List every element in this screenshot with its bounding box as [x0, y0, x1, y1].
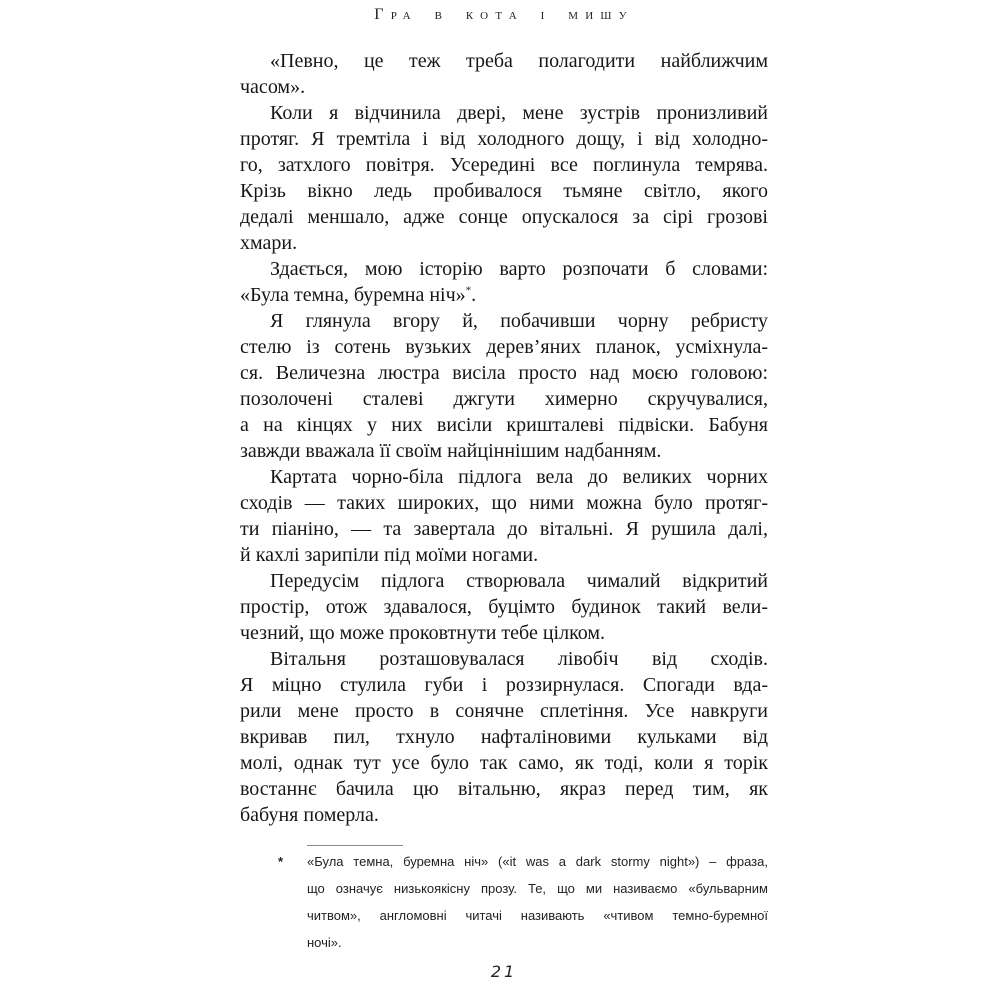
- footnote-line: «Була темна, буремна ніч» («it was a dark stormy night») – фраза,: [307, 854, 768, 869]
- page-number: 21: [490, 962, 518, 981]
- text-line: стелю із сотень вузьких дерев’яних планок, усміхнула-: [240, 336, 768, 358]
- text-line: дедалі меншало, адже сонце опускалося за сірі грозові: [240, 206, 768, 228]
- text-line: хмари.: [240, 232, 298, 254]
- text-line: Крізь вікно ледь пробивалося тьмяне світло, якого: [240, 180, 768, 202]
- text-line: рили мене просто в сонячне сплетіння. Усе навкруги: [240, 700, 768, 722]
- text-line: сходів — таких широких, що ними можна було протяг-: [240, 492, 768, 514]
- text-line: Коли я відчинила двері, мене зустрів пронизливий: [270, 102, 768, 124]
- text-line: ти піаніно, — та завертала до вітальні. Я рушила далі,: [240, 518, 768, 540]
- footnote-reference-asterisk: *: [465, 284, 472, 297]
- running-head: Гра в кота і мишу: [374, 6, 634, 23]
- body-text: [240, 48, 768, 828]
- footnote-marker: *: [278, 854, 284, 869]
- footnote-text: [307, 848, 768, 956]
- text-line: ся. Величезна люстра висіла просто над моєю головою:: [240, 362, 768, 384]
- text-line: «Певно, це теж треба полагодити найближчим: [270, 50, 768, 72]
- text-line: бабуня померла.: [240, 804, 379, 826]
- text-line: Передусім підлога створювала чималий відкритий: [270, 570, 768, 592]
- text-line: Я глянула вгору й, побачивши чорну ребристу: [270, 310, 768, 332]
- footnote-line: ночі».: [307, 935, 342, 950]
- text-line: го, затхлого повітря. Усередині все поглинула темрява.: [240, 154, 768, 176]
- footnote-body: [240, 848, 768, 956]
- text-line: Вітальня розташовувалася лівобіч від сходів.: [270, 648, 768, 670]
- text-line: позолочені сталеві джгути химерно скручувалися,: [240, 388, 768, 410]
- footnote-line: читвом», англомовні читачі називають «чтивом темно-буремної: [307, 908, 768, 923]
- text-line: востаннє бачила цю вітальню, якраз перед тим, як: [240, 778, 768, 800]
- text-line: завжди вважала її своїм найціннішим надбанням.: [240, 440, 662, 462]
- text-line: чезний, що може проковтнути тебе цілком.: [240, 622, 606, 644]
- text-line: молі, однак тут усе було так само, як тоді, коли я торік: [240, 752, 768, 774]
- text-line: Картата чорно-біла підлога вела до великих чорних: [270, 466, 768, 488]
- text-line: «Була темна, буремна ніч»*.: [240, 284, 477, 306]
- footnote-divider: [307, 845, 403, 846]
- text-line: часом».: [240, 76, 306, 98]
- footnote-line: що означує низькоякісну прозу. Те, що ми називаємо «бульварним: [307, 881, 768, 896]
- text-line: протяг. Я тремтіла і від холодного дощу, і від холодно-: [240, 128, 768, 150]
- footnote: [240, 845, 768, 956]
- text-line: простір, отож здавалося, буцімто будинок такий вели-: [240, 596, 768, 618]
- text-line: Здається, мою історію варто розпочати б словами:: [270, 258, 768, 280]
- text-line: й кахлі зарипіли під моїми ногами.: [240, 544, 539, 566]
- text-line: Я міцно стулила губи і роззирнулася. Спогади вда-: [240, 674, 768, 696]
- text-line: а на кінцях у них висіли кришталеві підвіски. Бабуня: [240, 414, 768, 436]
- text-line: вкривав пил, тхнуло нафталіновими кульками від: [240, 726, 768, 748]
